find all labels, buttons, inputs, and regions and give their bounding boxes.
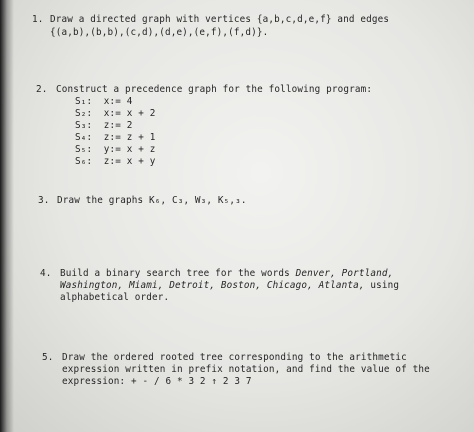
question-1-number: 1. xyxy=(32,14,44,25)
program-statement-6: S₆: z:= x + y xyxy=(75,156,156,167)
question-4-number xyxy=(40,268,52,279)
program-statement-1: S₁: x:= 4 xyxy=(75,96,133,107)
program-statement-3: S₃: z:= 2 xyxy=(75,120,133,131)
question-1-line-1: Draw a directed graph with vertices {a,b,c,d,e,f} and edges xyxy=(50,14,390,25)
question-4-line-1-text: Build a binary search tree for the words xyxy=(60,268,296,279)
question-1-line-2: {(a,b),(b,b),(c,d),(d,e),(e,f),(f,d)}. xyxy=(50,27,269,38)
question-4-line-2-suffix: using xyxy=(364,280,400,291)
question-4-line-3: alphabetical order. xyxy=(60,292,170,303)
question-3-line-1: Draw the graphs K₆, C₃, W₃, K₅,₃. xyxy=(57,195,247,206)
question-4-words-part-1: Denver, Portland, xyxy=(295,268,394,279)
question-2-number: 2. xyxy=(36,84,48,95)
question-2-line-1: Construct a precedence graph for the following program: xyxy=(56,84,373,95)
program-statement-2: S₂: x:= x + 2 xyxy=(75,108,156,119)
question-5-line-1: Draw the ordered rooted tree corresponding to the arithmetic xyxy=(62,352,407,363)
question-4-words-part-2: Washington, Miami, Detroit, Boston, Chicago, Atlanta, xyxy=(60,280,365,291)
program-statement-5: S₅: y:= x + z xyxy=(75,144,156,155)
question-4-number-text: 4. xyxy=(40,268,52,279)
question-5-number: 5. xyxy=(42,352,54,363)
question-3-number: 3. xyxy=(38,195,50,206)
question-4-line-2 xyxy=(60,280,399,291)
question-4-line-1 xyxy=(60,268,393,279)
page-shadow xyxy=(0,0,14,432)
question-5-line-2: expression written in prefix notation, and find the value of the xyxy=(62,364,430,375)
program-statement-4: S₄: z:= z + 1 xyxy=(75,132,156,143)
question-5-line-3: expression: + - / 6 * 3 2 ↑ 2 3 7 xyxy=(62,376,252,387)
